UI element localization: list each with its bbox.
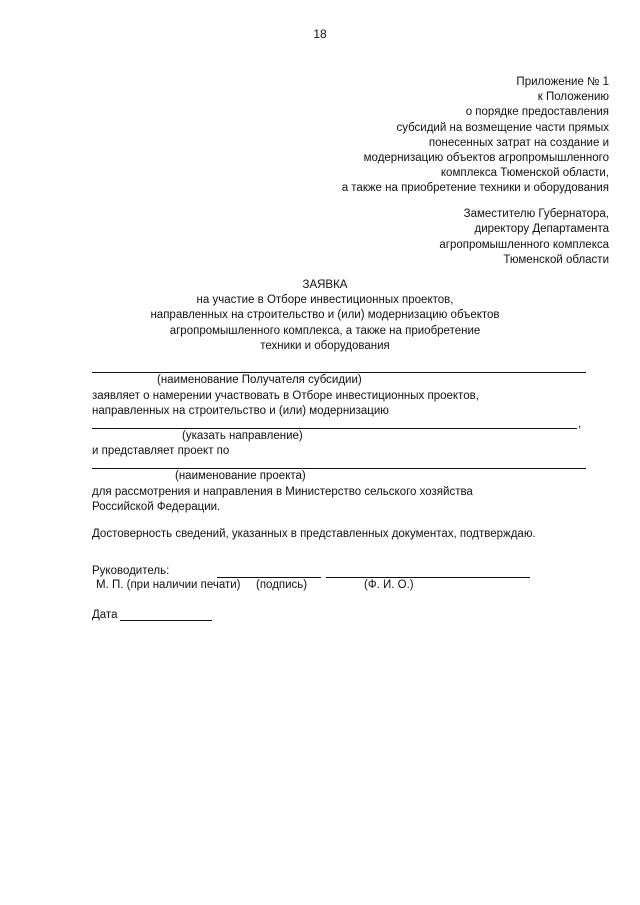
appendix-line: к Положению — [537, 91, 609, 104]
confirmation-text: Достоверность сведений, указанных в представленных документах, подтверждаю. — [92, 528, 536, 540]
date-label: Дата — [92, 609, 118, 621]
appendix-line: о порядке предоставления — [465, 106, 609, 119]
purpose-text — [92, 485, 473, 515]
direction-caption: (указать направление) — [182, 430, 303, 442]
page-number: 18 — [313, 27, 327, 41]
subtitle-line: техники и оборудования — [260, 339, 390, 352]
appendix-line: модернизацию объектов агропромышленного — [363, 152, 609, 165]
project-name-field[interactable] — [92, 468, 586, 469]
application-heading — [60, 278, 590, 354]
recipient-name-field[interactable] — [92, 372, 586, 373]
appendix-reference — [342, 75, 609, 197]
subtitle-line: направленных на строительство и (или) модернизацию объектов — [150, 309, 500, 322]
stamp-caption: М. П. (при наличии печати) — [96, 579, 241, 591]
fio-caption: (Ф. И. О.) — [364, 579, 414, 591]
recipient-caption: (наименование Получателя субсидии) — [157, 374, 362, 386]
appendix-line: Приложение № 1 — [516, 76, 609, 88]
appendix-line: а также на приобретение техники и оборудования — [341, 182, 609, 195]
addressee-block — [439, 207, 609, 269]
addressee-line: агропромышленного комплекса — [439, 238, 609, 251]
line-end-comma: , — [578, 418, 582, 430]
date-field[interactable] — [120, 620, 212, 621]
appendix-line: понесенных затрат на создание и — [428, 136, 609, 149]
document-title: ЗАЯВКА — [302, 279, 348, 291]
statement-line: заявляет о намерении участвовать в Отборе инвестиционных проектов, — [92, 390, 479, 402]
subtitle-line: агропромышленного комплекса, а также на приобретение — [169, 324, 481, 337]
addressee-line: Тюменской области — [503, 254, 609, 267]
appendix-line: комплекса Тюменской области, — [440, 167, 609, 180]
purpose-line: для рассмотрения и направления в Министерство сельского хозяйства — [92, 486, 473, 498]
statement-text — [92, 389, 479, 419]
direction-field[interactable] — [92, 428, 577, 429]
addressee-line: директору Департамента — [474, 223, 609, 236]
head-label: Руководитель: — [92, 565, 170, 577]
purpose-line: Российской Федерации. — [92, 501, 221, 514]
full-name-field[interactable] — [326, 577, 530, 578]
statement-line: направленных на строительство и (или) модернизацию — [92, 405, 389, 418]
signature-field[interactable] — [217, 577, 321, 578]
appendix-line: субсидий на возмещение части прямых — [396, 121, 609, 134]
addressee-line: Заместителю Губернатора, — [463, 208, 609, 220]
subtitle-line: на участие в Отборе инвестиционных проектов, — [196, 294, 454, 307]
signature-caption: (подпись) — [256, 579, 308, 591]
project-caption: (наименование проекта) — [175, 470, 306, 482]
project-intro: и представляет проект по — [92, 445, 230, 457]
